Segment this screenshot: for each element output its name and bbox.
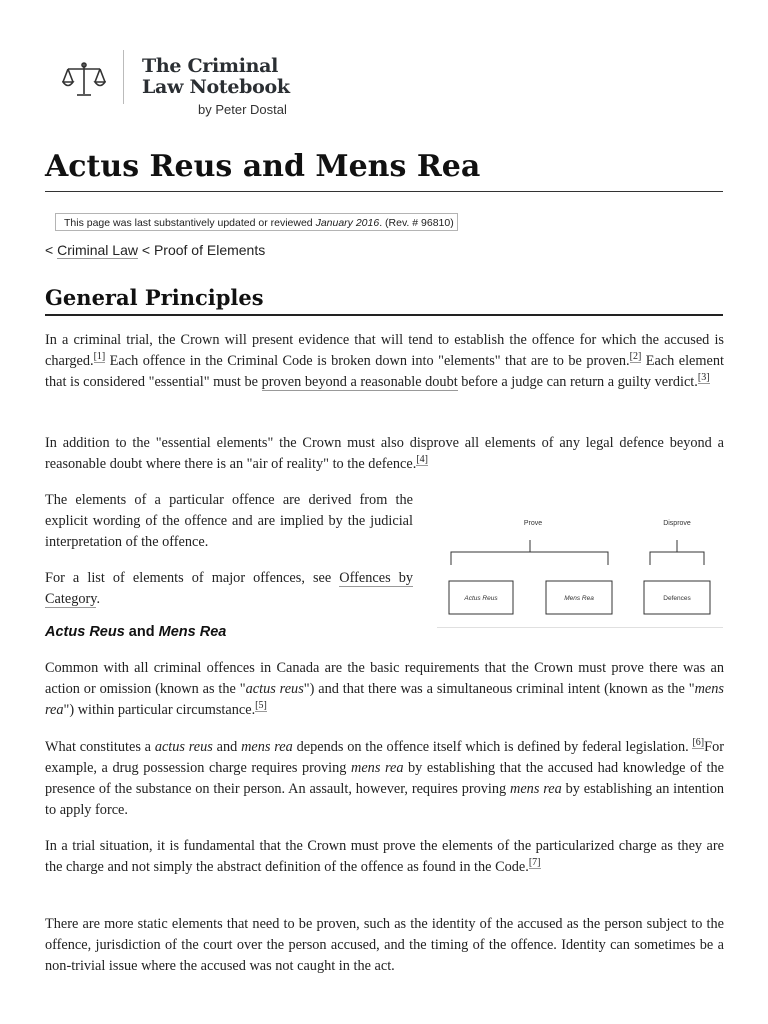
ref-6[interactable]: [6] xyxy=(692,737,705,749)
elements-diagram xyxy=(437,507,723,629)
paragraph-6: What constitutes a actus reus and mens rea depends on the offence itself which is defined by federal legislation. [6]For example, a drug possession charge requires proving mens rea by establishing that the accused had knowledge of the presence of the substance on their person. An assault, however, requires proving mens rea by establishing an intention to apply force. xyxy=(45,737,725,818)
offences-by-category-link[interactable]: Offences by Category xyxy=(45,570,414,607)
logo-divider xyxy=(123,50,124,104)
diagram-underline xyxy=(437,627,723,628)
paragraph-1: In a criminal trial, the Crown will present evidence that will tend to establish the offence for which the accused is charged.[1] Each offence in the Criminal Code is broken down into "elements" that are to be proven.[2] Each element that is considered "essential" must be proven beyond a reasonable doubt before a judge can return a guilty verdict.[3] xyxy=(45,332,724,390)
diagram-box-actus-reus-label: Actus Reus xyxy=(464,595,498,602)
ref-2[interactable]: [2] xyxy=(629,351,642,363)
section-heading-general-principles: General Principles xyxy=(45,284,723,316)
ref-4[interactable]: [4] xyxy=(416,454,428,466)
proven-beyond-reasonable-doubt-link[interactable]: proven beyond a reasonable doubt xyxy=(261,374,458,390)
diagram-box-defences-label: Defences xyxy=(663,595,691,602)
subheading-actus-reus-mens-rea: Actus Reus and Mens Rea xyxy=(45,624,227,640)
breadcrumb-criminal-law-link[interactable]: Criminal Law xyxy=(57,242,138,258)
paragraph-8: There are more static elements that need to be proven, such as the identity of the accused as the person subject to the offence, jurisdiction of the court over the person accused, and the timing of the offence. Identity can sometimes be a non-trivial issue where the accused was not caught in the act. xyxy=(45,916,724,974)
update-notice: This page was last substantively updated or reviewed January 2016. (Rev. # 96810) xyxy=(55,213,458,231)
diagram-prove-label: Prove xyxy=(523,520,543,527)
ref-3[interactable]: [3] xyxy=(697,372,710,384)
paragraph-2: In addition to the "essential elements" the Crown must also disprove all elements of any legal defence beyond a reasonable doubt where there is an "air of reality" to the defence.[4] xyxy=(45,435,724,472)
ref-5[interactable]: [5] xyxy=(255,700,267,712)
logo-title: The Criminal Law Notebook xyxy=(142,55,290,98)
site-logo[interactable] xyxy=(62,50,322,120)
logo-byline: by Peter Dostal xyxy=(198,102,287,117)
ref-7[interactable]: [7] xyxy=(528,857,541,869)
paragraph-5: Common with all criminal offences in Canada are the basic requirements that the Crown must prove there was an action or omission (known as the "actus reus") and that there was a simultaneous criminal intent (known as the "mens rea") within particular circumstance.[5] xyxy=(45,660,724,718)
paragraph-4: For a list of elements of major offences, see Offences by Category. xyxy=(45,570,414,607)
diagram-disprove-label: Disprove xyxy=(663,520,691,527)
paragraph-3: The elements of a particular offence are derived from the explicit wording of the offence and are implied by the judicial interpretation of the offence. xyxy=(45,492,413,550)
scales-icon xyxy=(62,60,106,100)
ref-1[interactable]: [1] xyxy=(93,351,106,363)
page-title: Actus Reus and Mens Rea xyxy=(45,147,723,192)
paragraph-7: In a trial situation, it is fundamental that the Crown must prove the elements of the particularized charge as they are the charge and not simply the abstract definition of the offence as found in the Code.[7] xyxy=(45,838,724,875)
diagram-box-mens-rea-label: Mens Rea xyxy=(564,595,594,602)
breadcrumb: < Criminal Law < Proof of Elements xyxy=(45,242,266,258)
